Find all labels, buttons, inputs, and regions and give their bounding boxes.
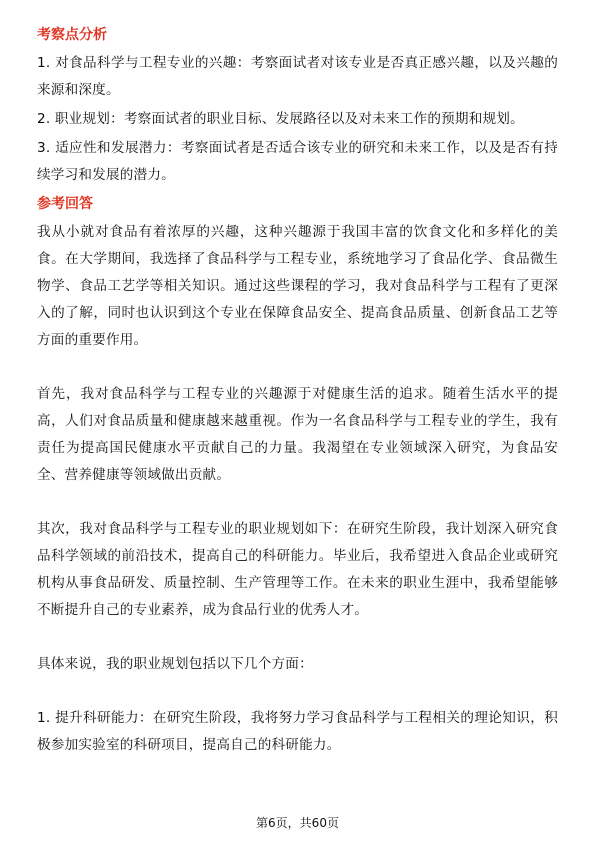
analysis-item-1: 1. 对食品科学与工程专业的兴趣：考察面试者对该专业是否真正感兴趣，以及兴趣的来源和深度。 xyxy=(37,55,558,98)
answer-paragraph-2: 首先，我对食品科学与工程专业的兴趣源于对健康生活的追求。随着生活水平的提高，人们对食品质量和健康越来越重视。作为一名食品科学与工程专业的学生，我有责任为提高国民健康水平贡献自己的力量。我渴望在专业领域深入研究，为食品安全、营养健康等领域做出贡献。 xyxy=(37,386,558,483)
answer-heading: 参考回答 xyxy=(37,196,93,212)
answer-paragraph-5: 1. 提升科研能力：在研究生阶段，我将努力学习食品科学与工程相关的理论知识，积极参加实验室的科研项目，提高自己的科研能力。 xyxy=(37,710,558,753)
page-number: 第6页，共60页 xyxy=(256,816,339,830)
answer-paragraph-3: 其次，我对食品科学与工程专业的职业规划如下：在研究生阶段，我计划深入研究食品科学领域的前沿技术，提高自己的科研能力。毕业后，我希望进入食品企业或研究机构从事食品研发、质量控制、生产管理等工作。在未来的职业生涯中，我希望能够不断提升自己的专业素养，成为食品行业的优秀人才。 xyxy=(37,521,558,618)
analysis-item-2: 2. 职业规划：考察面试者的职业目标、发展路径以及对未来工作的预期和规划。 xyxy=(37,111,524,127)
page-content xyxy=(37,26,558,759)
answer-paragraph-4: 具体来说，我的职业规划包括以下几个方面： xyxy=(37,656,313,672)
answer-paragraph-1: 我从小就对食品有着浓厚的兴趣，这种兴趣源于我国丰富的饮食文化和多样化的美食。在大学期间，我选择了食品科学与工程专业，系统地学习了食品化学、食品微生物学、食品工艺学等相关知识。通过这些课程的学习，我对食品科学与工程有了更深入的了解，同时也认识到这个专业在保障食品安全、提高食品质量、创新食品工艺等方面的重要作用。 xyxy=(37,224,558,348)
analysis-heading: 考察点分析 xyxy=(37,27,107,43)
analysis-item-3: 3. 适应性和发展潜力：考察面试者是否适合该专业的研究和未来工作，以及是否有持续学习和发展的潜力。 xyxy=(37,140,558,183)
